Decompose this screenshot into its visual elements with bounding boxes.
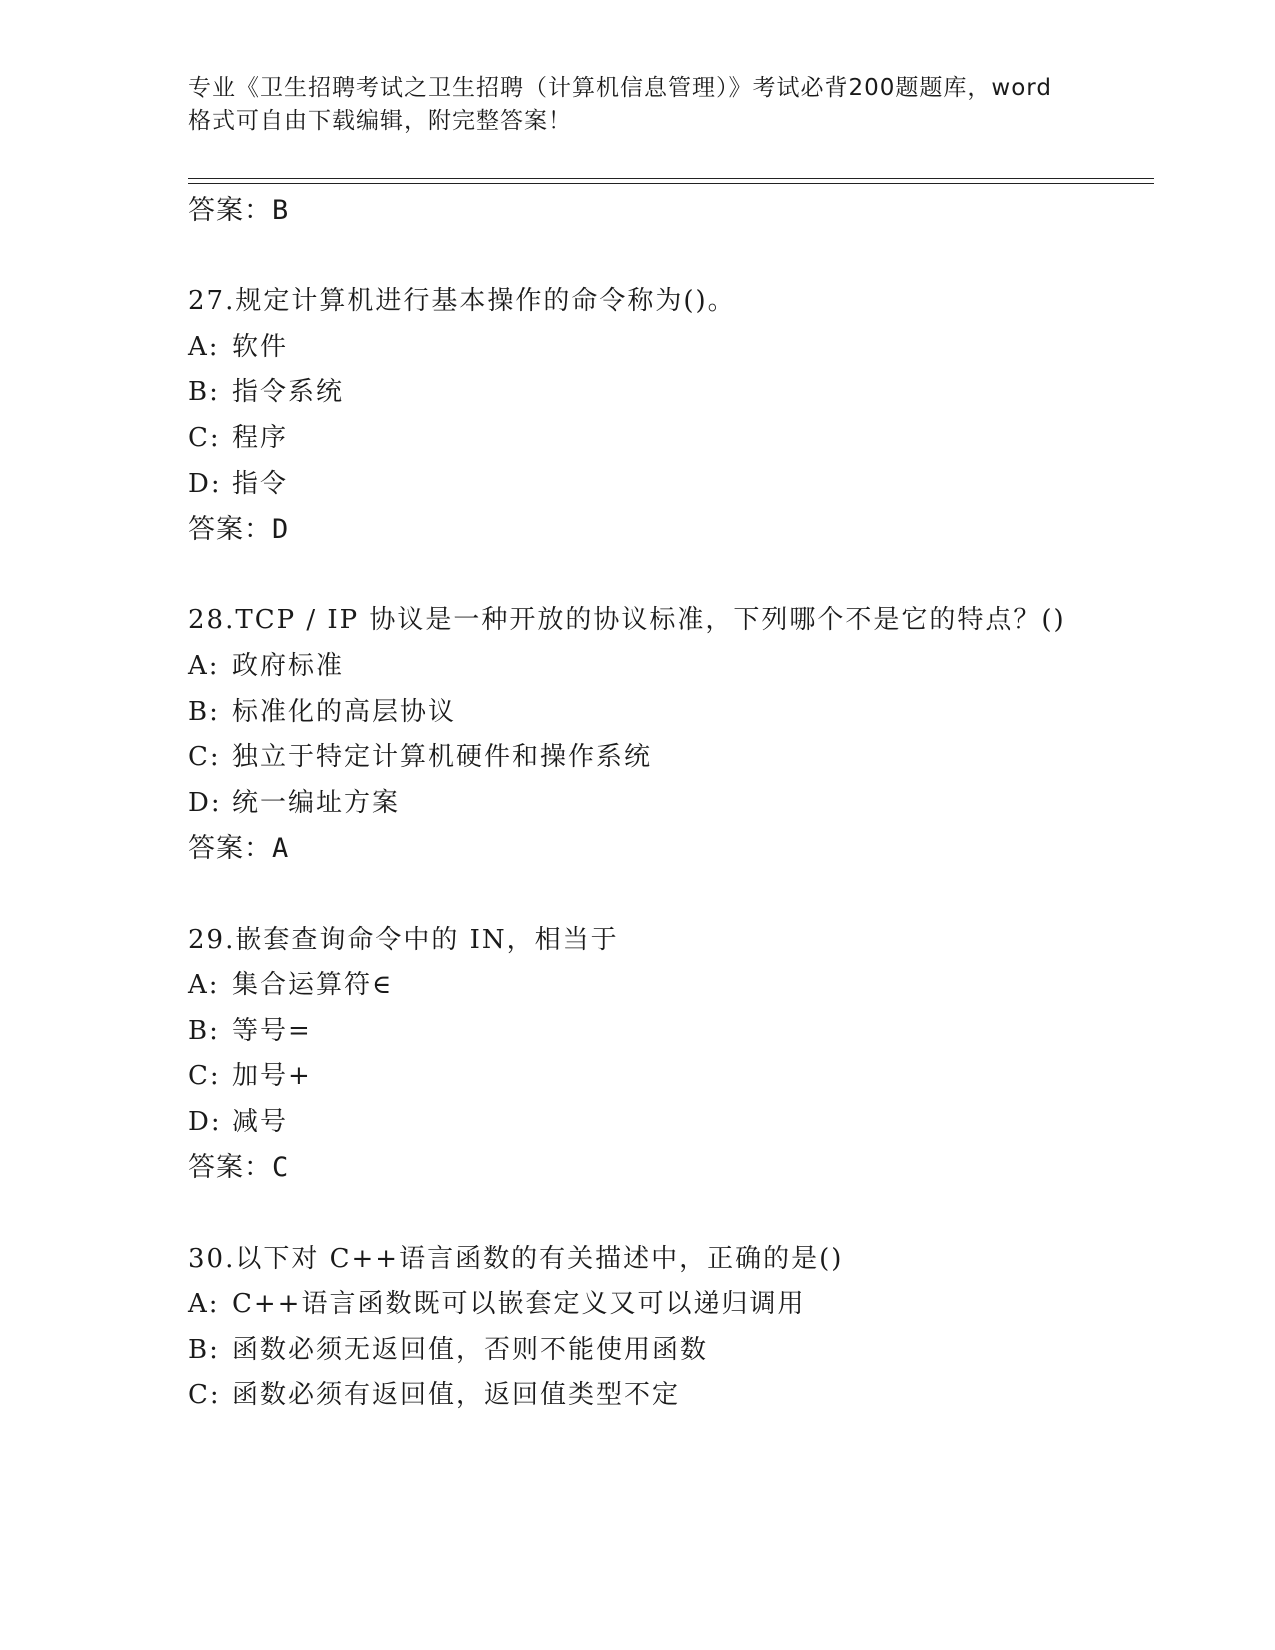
option-text: 减号 — [232, 1106, 289, 1137]
option-letter: A: — [188, 331, 220, 362]
option-b — [188, 690, 1154, 736]
question-number: 27. — [188, 286, 236, 317]
question-stem — [188, 279, 1154, 325]
option-letter: D: — [188, 787, 222, 818]
option-c — [188, 735, 1154, 781]
option-a — [188, 644, 1154, 690]
question-text: 以下对 C++语言函数的有关描述中，正确的是() — [235, 1243, 844, 1274]
question-stem — [188, 918, 1154, 964]
question-stem — [188, 1237, 1154, 1283]
question-stem — [188, 598, 1154, 644]
answer-line — [188, 507, 1154, 553]
document-header — [188, 72, 1108, 138]
answer-value: C — [272, 1152, 290, 1184]
option-letter: B: — [188, 1015, 220, 1046]
option-d — [188, 1100, 1154, 1146]
header-line-2: 格式可自由下载编辑，附完整答案！ — [188, 108, 572, 134]
header-line-1: 专业《卫生招聘考试之卫生招聘（计算机信息管理）》考试必背200题题库，word — [188, 75, 1052, 101]
question-30 — [188, 1237, 1154, 1419]
answer-line — [188, 188, 1154, 234]
option-letter: D: — [188, 1106, 222, 1137]
spacer — [188, 872, 1154, 918]
option-letter: B: — [188, 1334, 220, 1365]
option-text: 集合运算符∈ — [232, 970, 394, 1001]
option-text: 独立于特定计算机硬件和操作系统 — [232, 742, 653, 773]
option-text: 函数必须无返回值，否则不能使用函数 — [232, 1334, 709, 1365]
option-d — [188, 462, 1154, 508]
option-c — [188, 416, 1154, 462]
header-rule-top — [188, 178, 1154, 179]
option-letter: A: — [188, 1289, 220, 1320]
answer-label: 答案： — [188, 1152, 272, 1184]
question-text: 嵌套查询命令中的 IN，相当于 — [235, 924, 619, 955]
question-list — [188, 188, 1154, 1419]
answer-label: 答案： — [188, 514, 272, 546]
question-text: 规定计算机进行基本操作的命令称为()。 — [235, 286, 736, 317]
option-text: 程序 — [232, 422, 289, 453]
question-27 — [188, 279, 1154, 553]
answer-label: 答案： — [188, 833, 272, 865]
option-c — [188, 1054, 1154, 1100]
option-text: 指令 — [232, 468, 289, 499]
option-a — [188, 325, 1154, 371]
question-text: TCP / IP 协议是一种开放的协议标准，下列哪个不是它的特点？() — [235, 605, 1066, 636]
option-letter: C: — [188, 1061, 221, 1092]
option-text: 政府标准 — [232, 650, 345, 681]
spacer — [188, 234, 1154, 280]
answer-label: 答案： — [188, 195, 272, 226]
option-text: 指令系统 — [232, 377, 345, 408]
spacer — [188, 553, 1154, 599]
option-letter: C: — [188, 742, 221, 773]
option-d — [188, 781, 1154, 827]
answer-value: B — [272, 195, 290, 226]
option-letter: D: — [188, 468, 222, 499]
option-b — [188, 370, 1154, 416]
question-number: 28. — [188, 605, 236, 636]
option-letter: A: — [188, 970, 220, 1001]
answer-value: A — [272, 833, 290, 865]
option-text: 函数必须有返回值，返回值类型不定 — [232, 1380, 681, 1411]
option-b — [188, 1009, 1154, 1055]
question-29 — [188, 918, 1154, 1192]
header-rule-bottom — [188, 183, 1154, 184]
option-letter: A: — [188, 650, 220, 681]
option-text: C++语言函数既可以嵌套定义又可以递归调用 — [232, 1289, 806, 1320]
option-text: 软件 — [232, 331, 289, 362]
option-c — [188, 1373, 1154, 1419]
question-number: 30. — [188, 1243, 236, 1274]
option-text: 加号+ — [232, 1061, 312, 1092]
spacer — [188, 1191, 1154, 1237]
option-b — [188, 1328, 1154, 1374]
option-text: 统一编址方案 — [232, 787, 401, 818]
option-letter: B: — [188, 377, 220, 408]
option-text: 标准化的高层协议 — [232, 696, 457, 727]
option-letter: B: — [188, 696, 220, 727]
option-text: 等号= — [232, 1015, 312, 1046]
option-a — [188, 1282, 1154, 1328]
question-28 — [188, 598, 1154, 872]
question-number: 29. — [188, 924, 236, 955]
option-letter: C: — [188, 1380, 221, 1411]
answer-line — [188, 826, 1154, 872]
answer-line — [188, 1145, 1154, 1191]
option-a — [188, 963, 1154, 1009]
answer-value: D — [272, 514, 290, 546]
option-letter: C: — [188, 422, 221, 453]
